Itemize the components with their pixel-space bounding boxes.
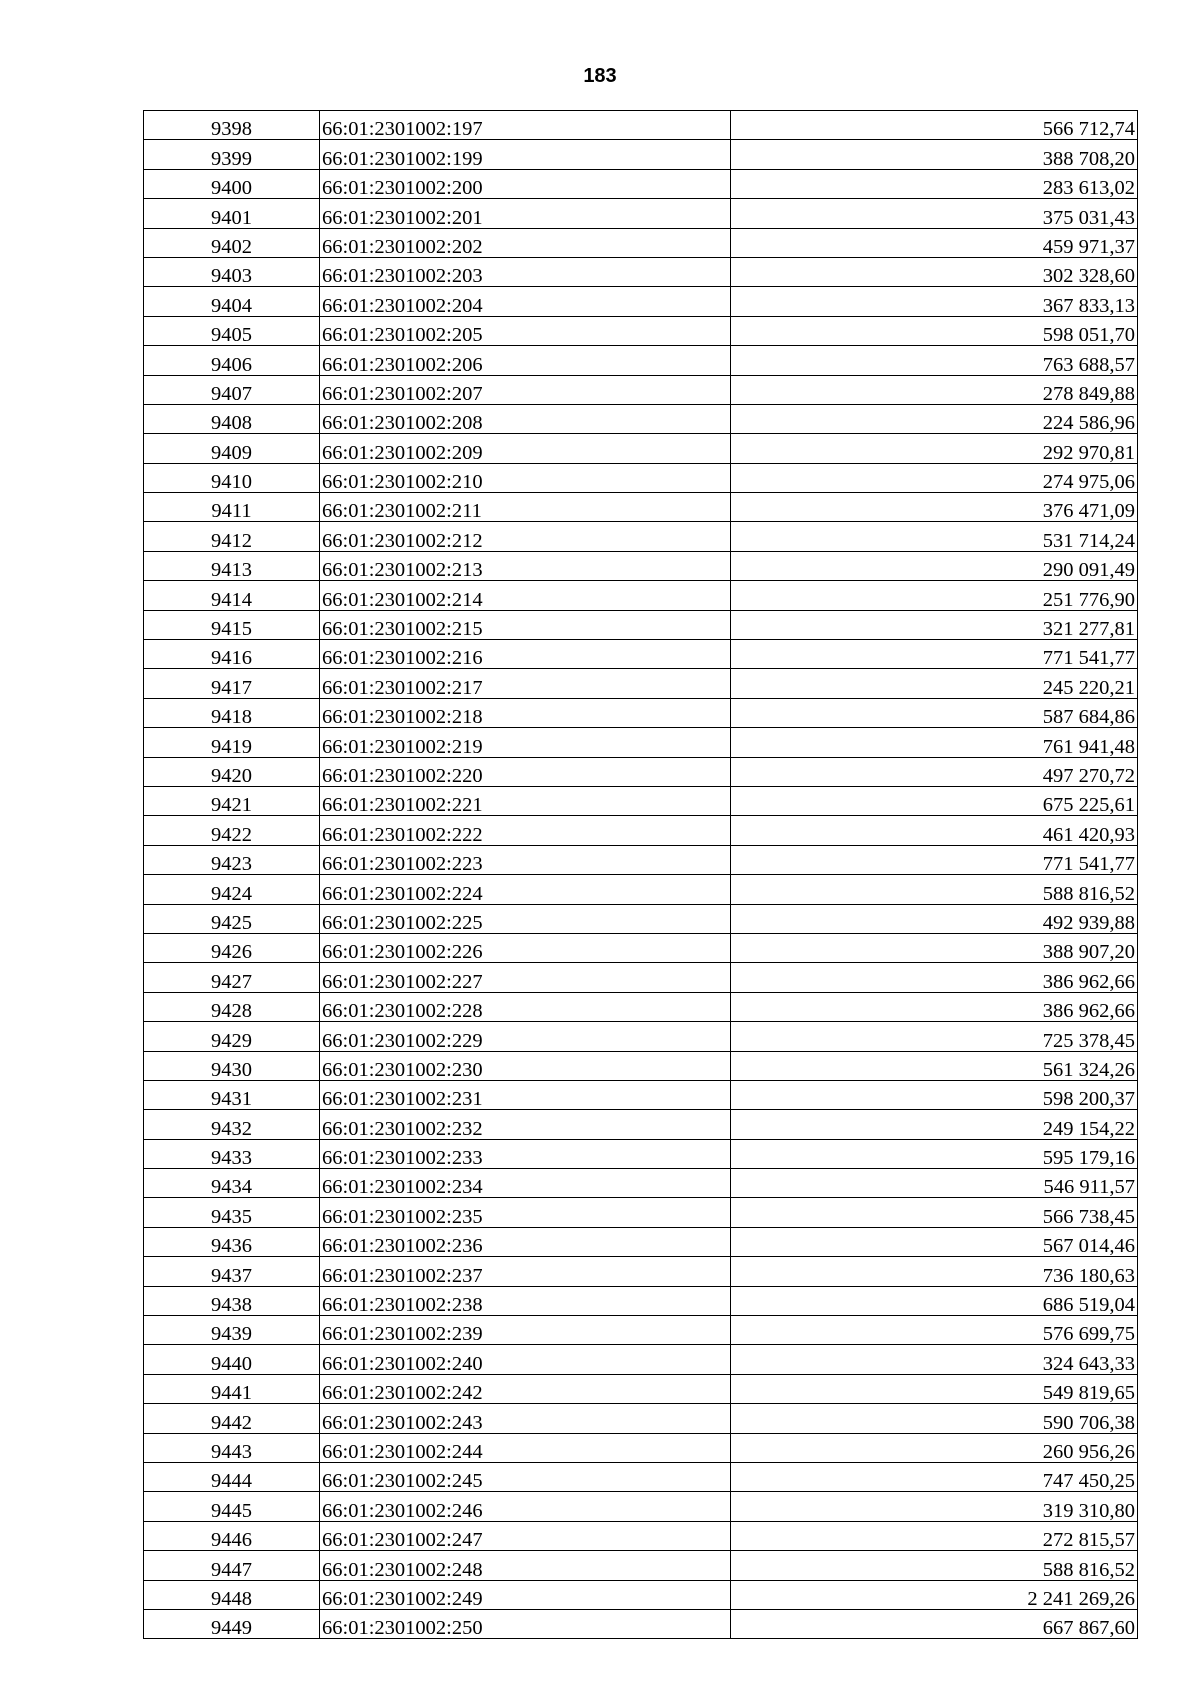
row-number-cell: 9440 <box>144 1345 320 1374</box>
table-row <box>144 933 1138 962</box>
cadastral-value-cell: 531 714,24 <box>731 522 1138 551</box>
table-row <box>144 1110 1138 1139</box>
row-number-cell: 9411 <box>144 493 320 522</box>
row-number-cell: 9442 <box>144 1404 320 1433</box>
row-number-cell: 9418 <box>144 698 320 727</box>
table-row <box>144 1374 1138 1403</box>
cadastral-number-cell: 66:01:2301002:225 <box>320 904 731 933</box>
row-number-cell: 9429 <box>144 1022 320 1051</box>
table-body <box>144 111 1138 1639</box>
cadastral-value-cell: 2 241 269,26 <box>731 1580 1138 1609</box>
cadastral-number-cell: 66:01:2301002:217 <box>320 669 731 698</box>
row-number-cell: 9410 <box>144 463 320 492</box>
cadastral-value-cell: 598 200,37 <box>731 1080 1138 1109</box>
table-row <box>144 111 1138 140</box>
cadastral-number-cell: 66:01:2301002:223 <box>320 845 731 874</box>
row-number-cell: 9433 <box>144 1139 320 1168</box>
table-row <box>144 287 1138 316</box>
row-number-cell: 9407 <box>144 375 320 404</box>
table-row <box>144 1169 1138 1198</box>
cadastral-number-cell: 66:01:2301002:206 <box>320 346 731 375</box>
cadastral-number-cell: 66:01:2301002:239 <box>320 1316 731 1345</box>
table-row <box>144 1051 1138 1080</box>
cadastral-number-cell: 66:01:2301002:230 <box>320 1051 731 1080</box>
row-number-cell: 9439 <box>144 1316 320 1345</box>
cadastral-value-cell: 598 051,70 <box>731 316 1138 345</box>
row-number-cell: 9444 <box>144 1462 320 1491</box>
table-row <box>144 728 1138 757</box>
row-number-cell: 9426 <box>144 933 320 962</box>
cadastral-value-cell: 561 324,26 <box>731 1051 1138 1080</box>
table-row <box>144 669 1138 698</box>
cadastral-value-cell: 576 699,75 <box>731 1316 1138 1345</box>
cadastral-number-cell: 66:01:2301002:213 <box>320 551 731 580</box>
cadastral-number-cell: 66:01:2301002:228 <box>320 992 731 1021</box>
cadastral-value-cell: 274 975,06 <box>731 463 1138 492</box>
cadastral-value-cell: 771 541,77 <box>731 845 1138 874</box>
cadastral-value-table <box>143 110 1138 1639</box>
cadastral-value-cell: 367 833,13 <box>731 287 1138 316</box>
row-number-cell: 9420 <box>144 757 320 786</box>
cadastral-value-cell: 302 328,60 <box>731 257 1138 286</box>
cadastral-value-cell: 459 971,37 <box>731 228 1138 257</box>
cadastral-value-cell: 763 688,57 <box>731 346 1138 375</box>
cadastral-value-cell: 667 867,60 <box>731 1609 1138 1638</box>
cadastral-number-cell: 66:01:2301002:233 <box>320 1139 731 1168</box>
row-number-cell: 9435 <box>144 1198 320 1227</box>
cadastral-number-cell: 66:01:2301002:219 <box>320 728 731 757</box>
cadastral-number-cell: 66:01:2301002:246 <box>320 1492 731 1521</box>
row-number-cell: 9404 <box>144 287 320 316</box>
table-row <box>144 1609 1138 1638</box>
row-number-cell: 9413 <box>144 551 320 580</box>
cadastral-value-cell: 590 706,38 <box>731 1404 1138 1433</box>
row-number-cell: 9431 <box>144 1080 320 1109</box>
cadastral-value-cell: 249 154,22 <box>731 1110 1138 1139</box>
cadastral-number-cell: 66:01:2301002:205 <box>320 316 731 345</box>
table-row <box>144 522 1138 551</box>
cadastral-number-cell: 66:01:2301002:211 <box>320 493 731 522</box>
table-row <box>144 1316 1138 1345</box>
table-row <box>144 845 1138 874</box>
row-number-cell: 9436 <box>144 1227 320 1256</box>
row-number-cell: 9427 <box>144 963 320 992</box>
cadastral-number-cell: 66:01:2301002:214 <box>320 581 731 610</box>
table-row <box>144 1198 1138 1227</box>
cadastral-number-cell: 66:01:2301002:216 <box>320 640 731 669</box>
table-row <box>144 1345 1138 1374</box>
cadastral-value-cell: 675 225,61 <box>731 786 1138 815</box>
cadastral-value-cell: 588 816,52 <box>731 1551 1138 1580</box>
cadastral-value-cell: 386 962,66 <box>731 992 1138 1021</box>
row-number-cell: 9428 <box>144 992 320 1021</box>
cadastral-number-cell: 66:01:2301002:237 <box>320 1257 731 1286</box>
cadastral-number-cell: 66:01:2301002:207 <box>320 375 731 404</box>
cadastral-number-cell: 66:01:2301002:250 <box>320 1609 731 1638</box>
row-number-cell: 9432 <box>144 1110 320 1139</box>
table-row <box>144 257 1138 286</box>
cadastral-value-cell: 375 031,43 <box>731 199 1138 228</box>
cadastral-value-cell: 386 962,66 <box>731 963 1138 992</box>
cadastral-number-cell: 66:01:2301002:244 <box>320 1433 731 1462</box>
page-number: 183 <box>583 65 617 87</box>
table-row <box>144 1580 1138 1609</box>
cadastral-value-cell: 245 220,21 <box>731 669 1138 698</box>
cadastral-value-cell: 321 277,81 <box>731 610 1138 639</box>
cadastral-value-cell: 588 816,52 <box>731 875 1138 904</box>
table-row <box>144 346 1138 375</box>
table-row <box>144 1139 1138 1168</box>
table-row <box>144 375 1138 404</box>
cadastral-number-cell: 66:01:2301002:215 <box>320 610 731 639</box>
cadastral-value-cell: 566 738,45 <box>731 1198 1138 1227</box>
table-row <box>144 1492 1138 1521</box>
cadastral-number-cell: 66:01:2301002:229 <box>320 1022 731 1051</box>
table-row <box>144 816 1138 845</box>
table-row <box>144 1022 1138 1051</box>
row-number-cell: 9409 <box>144 434 320 463</box>
table-row <box>144 404 1138 433</box>
table-row <box>144 1257 1138 1286</box>
cadastral-number-cell: 66:01:2301002:232 <box>320 1110 731 1139</box>
cadastral-number-cell: 66:01:2301002:231 <box>320 1080 731 1109</box>
table-row <box>144 698 1138 727</box>
row-number-cell: 9425 <box>144 904 320 933</box>
cadastral-number-cell: 66:01:2301002:218 <box>320 698 731 727</box>
table-row <box>144 1080 1138 1109</box>
cadastral-value-cell: 388 907,20 <box>731 933 1138 962</box>
row-number-cell: 9422 <box>144 816 320 845</box>
table-row <box>144 1462 1138 1491</box>
cadastral-value-cell: 278 849,88 <box>731 375 1138 404</box>
table-row <box>144 169 1138 198</box>
cadastral-value-cell: 272 815,57 <box>731 1521 1138 1550</box>
table-row <box>144 1227 1138 1256</box>
cadastral-value-cell: 587 684,86 <box>731 698 1138 727</box>
cadastral-number-cell: 66:01:2301002:238 <box>320 1286 731 1315</box>
cadastral-number-cell: 66:01:2301002:199 <box>320 140 731 169</box>
cadastral-value-cell: 290 091,49 <box>731 551 1138 580</box>
row-number-cell: 9398 <box>144 111 320 140</box>
cadastral-number-cell: 66:01:2301002:222 <box>320 816 731 845</box>
table-row <box>144 1286 1138 1315</box>
cadastral-number-cell: 66:01:2301002:245 <box>320 1462 731 1491</box>
row-number-cell: 9417 <box>144 669 320 698</box>
row-number-cell: 9406 <box>144 346 320 375</box>
cadastral-number-cell: 66:01:2301002:221 <box>320 786 731 815</box>
cadastral-number-cell: 66:01:2301002:236 <box>320 1227 731 1256</box>
cadastral-number-cell: 66:01:2301002:248 <box>320 1551 731 1580</box>
row-number-cell: 9424 <box>144 875 320 904</box>
cadastral-number-cell: 66:01:2301002:220 <box>320 757 731 786</box>
cadastral-value-cell: 388 708,20 <box>731 140 1138 169</box>
row-number-cell: 9446 <box>144 1521 320 1550</box>
table-row <box>144 493 1138 522</box>
table-row <box>144 875 1138 904</box>
row-number-cell: 9403 <box>144 257 320 286</box>
table-row <box>144 1551 1138 1580</box>
cadastral-value-cell: 725 378,45 <box>731 1022 1138 1051</box>
cadastral-value-cell: 319 310,80 <box>731 1492 1138 1521</box>
cadastral-value-cell: 566 712,74 <box>731 111 1138 140</box>
table-row <box>144 434 1138 463</box>
cadastral-value-cell: 497 270,72 <box>731 757 1138 786</box>
cadastral-value-cell: 736 180,63 <box>731 1257 1138 1286</box>
row-number-cell: 9408 <box>144 404 320 433</box>
row-number-cell: 9402 <box>144 228 320 257</box>
row-number-cell: 9419 <box>144 728 320 757</box>
row-number-cell: 9421 <box>144 786 320 815</box>
cadastral-number-cell: 66:01:2301002:247 <box>320 1521 731 1550</box>
cadastral-number-cell: 66:01:2301002:240 <box>320 1345 731 1374</box>
table-row <box>144 581 1138 610</box>
cadastral-number-cell: 66:01:2301002:201 <box>320 199 731 228</box>
cadastral-value-cell: 549 819,65 <box>731 1374 1138 1403</box>
table-row <box>144 199 1138 228</box>
cadastral-value-cell: 771 541,77 <box>731 640 1138 669</box>
cadastral-number-cell: 66:01:2301002:202 <box>320 228 731 257</box>
row-number-cell: 9405 <box>144 316 320 345</box>
row-number-cell: 9441 <box>144 1374 320 1403</box>
row-number-cell: 9416 <box>144 640 320 669</box>
cadastral-value-cell: 492 939,88 <box>731 904 1138 933</box>
cadastral-value-cell: 546 911,57 <box>731 1169 1138 1198</box>
row-number-cell: 9423 <box>144 845 320 874</box>
row-number-cell: 9412 <box>144 522 320 551</box>
table-row <box>144 992 1138 1021</box>
cadastral-number-cell: 66:01:2301002:204 <box>320 287 731 316</box>
row-number-cell: 9448 <box>144 1580 320 1609</box>
cadastral-number-cell: 66:01:2301002:209 <box>320 434 731 463</box>
row-number-cell: 9449 <box>144 1609 320 1638</box>
table-row <box>144 463 1138 492</box>
cadastral-value-cell: 251 776,90 <box>731 581 1138 610</box>
cadastral-value-cell: 686 519,04 <box>731 1286 1138 1315</box>
cadastral-value-cell: 595 179,16 <box>731 1139 1138 1168</box>
row-number-cell: 9399 <box>144 140 320 169</box>
table-row <box>144 316 1138 345</box>
row-number-cell: 9437 <box>144 1257 320 1286</box>
cadastral-number-cell: 66:01:2301002:249 <box>320 1580 731 1609</box>
cadastral-number-cell: 66:01:2301002:197 <box>320 111 731 140</box>
cadastral-value-cell: 567 014,46 <box>731 1227 1138 1256</box>
cadastral-number-cell: 66:01:2301002:234 <box>320 1169 731 1198</box>
table-row <box>144 1521 1138 1550</box>
cadastral-value-cell: 224 586,96 <box>731 404 1138 433</box>
cadastral-number-cell: 66:01:2301002:242 <box>320 1374 731 1403</box>
row-number-cell: 9400 <box>144 169 320 198</box>
cadastral-number-cell: 66:01:2301002:224 <box>320 875 731 904</box>
cadastral-value-cell: 747 450,25 <box>731 1462 1138 1491</box>
row-number-cell: 9438 <box>144 1286 320 1315</box>
table-row <box>144 551 1138 580</box>
table-row <box>144 228 1138 257</box>
table-row <box>144 140 1138 169</box>
cadastral-number-cell: 66:01:2301002:208 <box>320 404 731 433</box>
table-row <box>144 757 1138 786</box>
table-row <box>144 963 1138 992</box>
row-number-cell: 9434 <box>144 1169 320 1198</box>
cadastral-value-cell: 324 643,33 <box>731 1345 1138 1374</box>
cadastral-value-cell: 283 613,02 <box>731 169 1138 198</box>
cadastral-value-cell: 461 420,93 <box>731 816 1138 845</box>
cadastral-number-cell: 66:01:2301002:235 <box>320 1198 731 1227</box>
cadastral-number-cell: 66:01:2301002:203 <box>320 257 731 286</box>
table-row <box>144 1433 1138 1462</box>
table-row <box>144 610 1138 639</box>
cadastral-number-cell: 66:01:2301002:200 <box>320 169 731 198</box>
cadastral-value-cell: 761 941,48 <box>731 728 1138 757</box>
cadastral-number-cell: 66:01:2301002:243 <box>320 1404 731 1433</box>
table-row <box>144 640 1138 669</box>
table-row <box>144 786 1138 815</box>
row-number-cell: 9430 <box>144 1051 320 1080</box>
cadastral-number-cell: 66:01:2301002:226 <box>320 933 731 962</box>
row-number-cell: 9447 <box>144 1551 320 1580</box>
table-row <box>144 904 1138 933</box>
row-number-cell: 9443 <box>144 1433 320 1462</box>
row-number-cell: 9415 <box>144 610 320 639</box>
cadastral-value-cell: 376 471,09 <box>731 493 1138 522</box>
cadastral-value-cell: 260 956,26 <box>731 1433 1138 1462</box>
cadastral-number-cell: 66:01:2301002:227 <box>320 963 731 992</box>
row-number-cell: 9445 <box>144 1492 320 1521</box>
cadastral-value-cell: 292 970,81 <box>731 434 1138 463</box>
table-row <box>144 1404 1138 1433</box>
row-number-cell: 9414 <box>144 581 320 610</box>
row-number-cell: 9401 <box>144 199 320 228</box>
cadastral-number-cell: 66:01:2301002:212 <box>320 522 731 551</box>
cadastral-number-cell: 66:01:2301002:210 <box>320 463 731 492</box>
